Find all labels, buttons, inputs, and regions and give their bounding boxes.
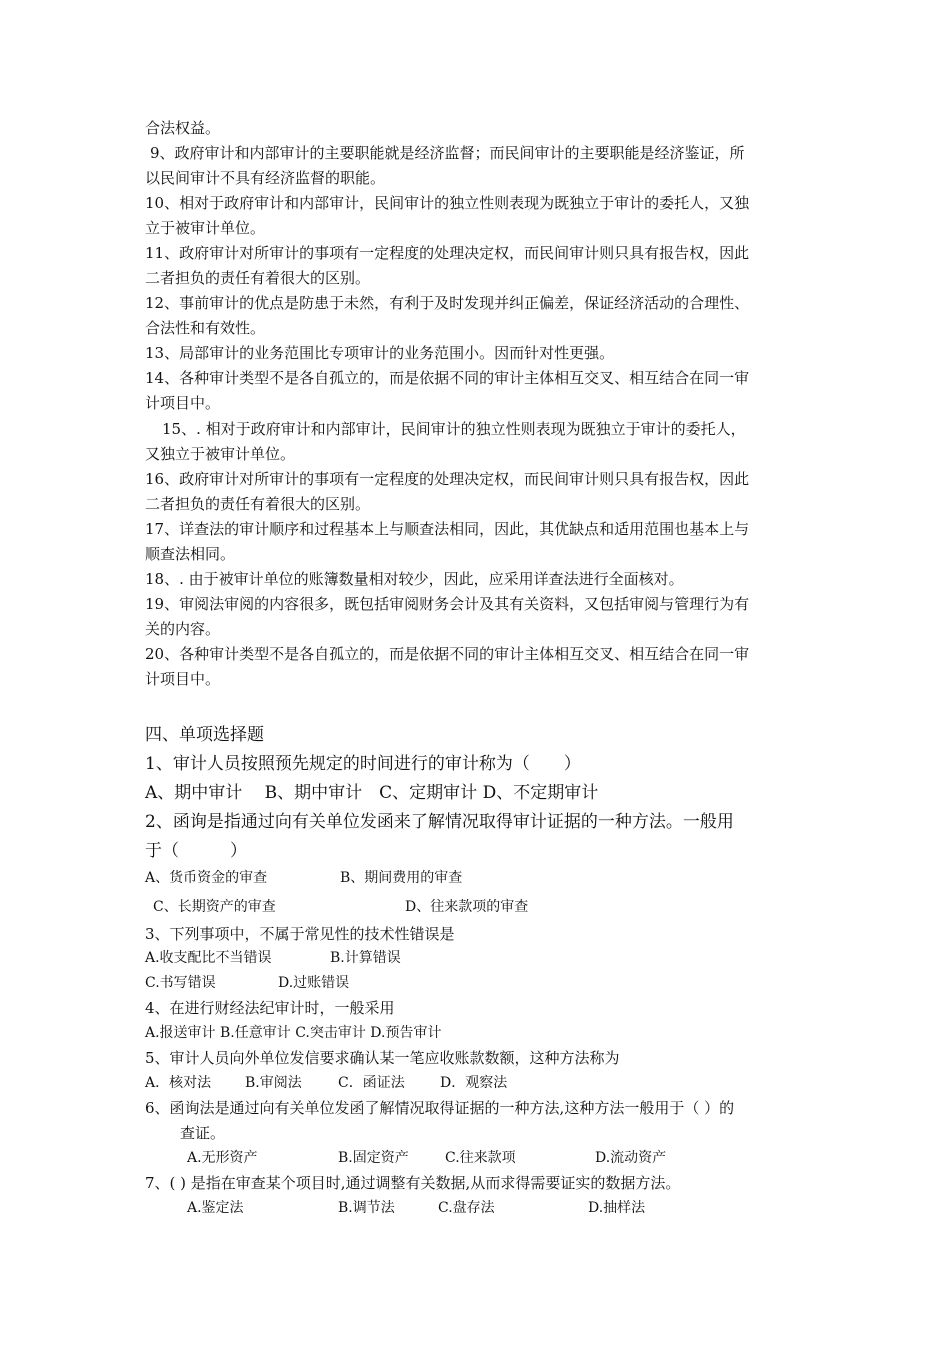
statement-20: 20、各种审计类型不是各自孤立的，而是依据不同的审计主体相互交叉、相互结合在同一审 (145, 645, 750, 663)
question-5-option-a: A．核对法 (145, 1075, 212, 1091)
question-7-option-a: A.鉴定法 (187, 1200, 244, 1216)
question-2-stem-cont: 于（ ） (145, 841, 247, 861)
question-2-option-b: B、期间费用的审查 (340, 870, 463, 886)
question-3-option-b: B.计算错误 (330, 950, 401, 966)
question-1-stem: 1、审计人员按照预先规定的时间进行的审计称为（ ） (145, 754, 581, 774)
question-7-option-b: B.调节法 (338, 1200, 395, 1216)
question-4-stem: 4、在进行财经法纪审计时，一般采用 (145, 999, 395, 1017)
question-5-stem: 5、审计人员向外单位发信要求确认某一笔应收账款数额，这种方法称为 (145, 1049, 620, 1067)
question-6-stem-cont: 查证。 (180, 1124, 226, 1142)
question-3-option-a: A.收支配比不当错误 (145, 950, 272, 966)
text-line: 合法权益。 (145, 119, 221, 137)
text-line: 顺查法相同。 (145, 545, 236, 563)
question-3-option-d: D.过账错误 (278, 975, 350, 991)
text-line: 计项目中。 (145, 670, 221, 688)
text-line: 关的内容。 (145, 620, 221, 638)
statement-16: 16、政府审计对所审计的事项有一定程度的处理决定权，而民间审计则只具有报告权，因此 (145, 470, 750, 488)
statement-18: 18、. 由于被审计单位的账簿数量相对较少，因此，应采用详查法进行全面核对。 (145, 570, 684, 588)
statement-19: 19、审阅法审阅的内容很多，既包括审阅财务会计及其有关资料，又包括审阅与管理行为有 (145, 595, 750, 613)
statement-11: 11、政府审计对所审计的事项有一定程度的处理决定权，而民间审计则只具有报告权，因此 (145, 244, 750, 262)
text-line: 二者担负的责任有着很大的区别。 (145, 495, 371, 513)
question-6-option-a: A.无形资产 (187, 1150, 258, 1166)
question-7-option-c: C.盘存法 (438, 1200, 495, 1216)
section-heading: 四、单项选择题 (145, 725, 264, 745)
text-line: 立于被审计单位。 (145, 219, 266, 237)
text-line: 合法性和有效性。 (145, 319, 266, 337)
question-6-option-b: B.固定资产 (338, 1150, 409, 1166)
question-6-stem: 6、函询法是通过向有关单位发函了解情况取得证据的一种方法,这种方法一般用于（ ）的 (145, 1099, 735, 1117)
statement-10: 10、相对于政府审计和内部审计，民间审计的独立性则表现为既独立于审计的委托人，又独 (145, 194, 750, 212)
question-2-stem: 2、函询是指通过向有关单位发函来了解情况取得审计证据的一种方法。一般用 (145, 812, 734, 832)
question-7-option-d: D.抽样法 (588, 1200, 646, 1216)
question-1-options: A、期中审计 B、期中审计 C、定期审计 D、不定期审计 (145, 783, 599, 803)
statement-14: 14、各种审计类型不是各自孤立的，而是依据不同的审计主体相互交叉、相互结合在同一审 (145, 369, 750, 387)
statement-9: 9、政府审计和内部审计的主要职能就是经济监督；而民间审计的主要职能是经济鉴证，所 (150, 144, 745, 162)
text-line: 计项目中。 (145, 394, 221, 412)
question-2-option-d: D、往来款项的审查 (405, 899, 529, 915)
question-3-option-c: C.书写错误 (145, 975, 216, 991)
text-line: 又独立于被审计单位。 (145, 445, 296, 463)
text-line: 以民间审计不具有经济监督的职能。 (145, 169, 386, 187)
question-5-option-c: C．函证法 (338, 1075, 405, 1091)
question-2-option-c: C、长期资产的审查 (153, 899, 276, 915)
question-3-stem: 3、下列事项中，不属于常见性的技术性错误是 (145, 925, 455, 943)
question-6-option-d: D.流动资产 (595, 1150, 667, 1166)
text-line: 二者担负的责任有着很大的区别。 (145, 269, 371, 287)
statement-12: 12、事前审计的优点是防患于未然，有利于及时发现并纠正偏差，保证经济活动的合理性、 (145, 294, 750, 312)
question-4-options: A.报送审计 B.任意审计 C.突击审计 D.预告审计 (145, 1025, 442, 1041)
statement-13: 13、局部审计的业务范围比专项审计的业务范围小。因而针对性更强。 (145, 344, 615, 362)
question-5-option-b: B.审阅法 (245, 1075, 302, 1091)
question-7-stem: 7、( ) 是指在审查某个项目时,通过调整有关数据,从而求得需要证实的数据方法。 (145, 1174, 681, 1192)
question-6-option-c: C.往来款项 (445, 1150, 516, 1166)
statement-17: 17、详查法的审计顺序和过程基本上与顺查法相同，因此，其优缺点和适用范围也基本上与 (145, 520, 750, 538)
question-5-option-d: D．观察法 (440, 1075, 508, 1091)
question-2-option-a: A、货币资金的审查 (145, 870, 268, 886)
statement-15: 15、. 相对于政府审计和内部审计，民间审计的独立性则表现为既独立于审计的委托人， (162, 420, 746, 438)
